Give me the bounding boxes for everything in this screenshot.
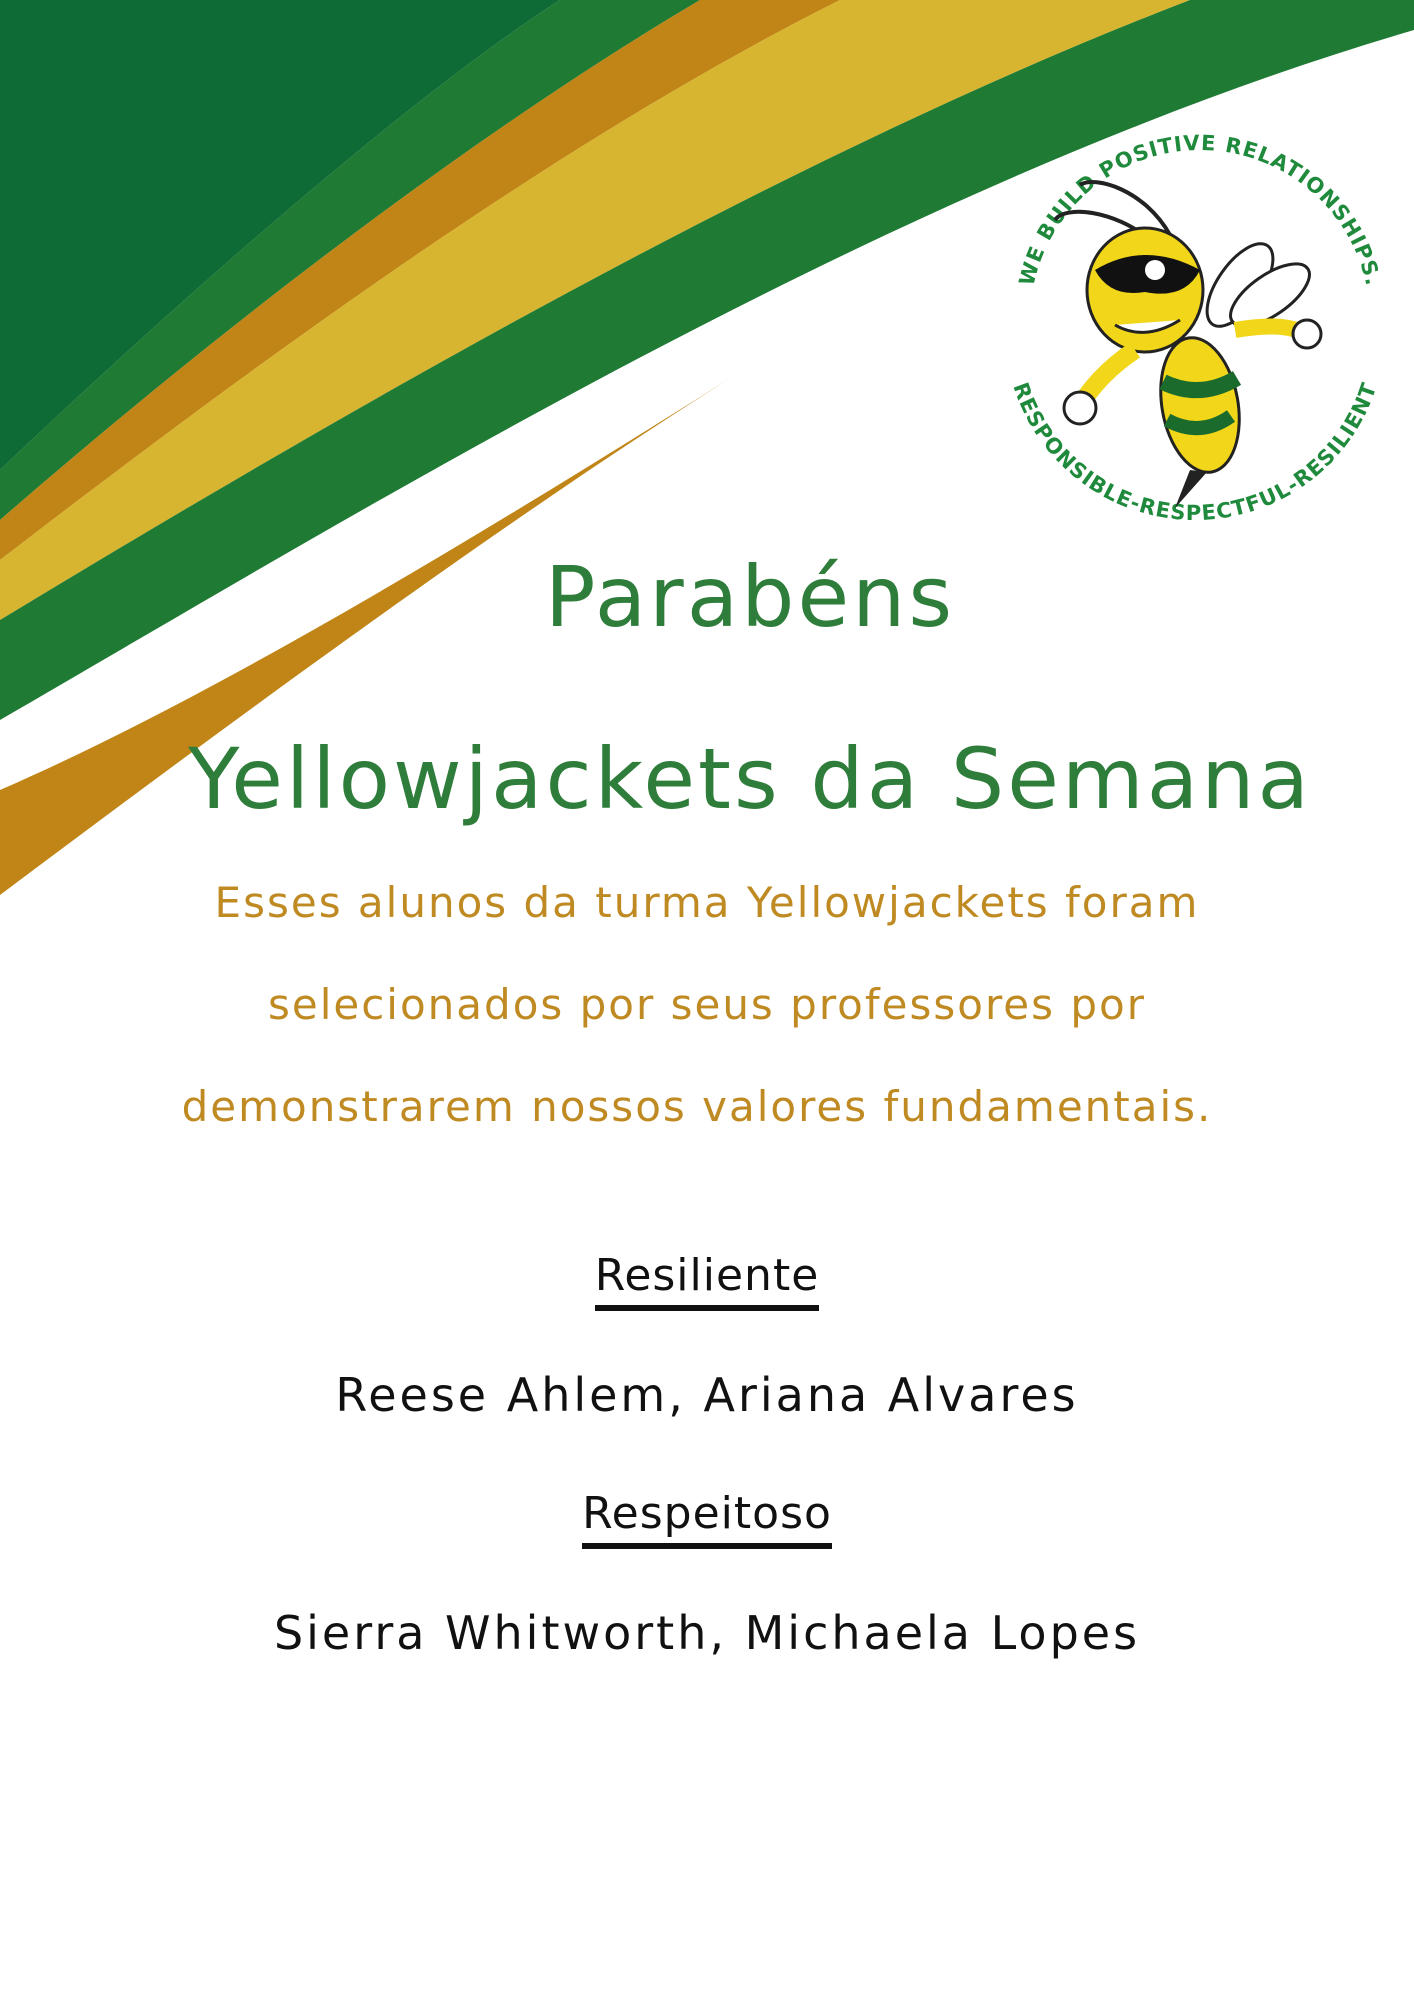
logo-bottom-text: RESPONSIBLE-RESPECTFUL-RESILIENT — [1008, 379, 1382, 526]
page-subtitle: Yellowjackets da Semana — [188, 730, 1312, 828]
category-names-resiliente: Reese Ahlem, Ariana Alvares — [335, 1368, 1079, 1422]
page-title: Parabéns — [544, 548, 956, 646]
logo-top-text: WE BUILD POSITIVE RELATIONSHIPS. — [1014, 130, 1386, 289]
intro-line-1: Esses alunos da turma Yellowjackets foram — [214, 878, 1200, 927]
category-names-respeitoso: Sierra Whitworth, Michaela Lopes — [273, 1606, 1141, 1660]
category-heading-resiliente — [0, 1250, 1414, 1311]
category-heading-label: Resiliente — [595, 1250, 820, 1311]
category-heading-label: Respeitoso — [582, 1488, 832, 1549]
svg-text:WE BUILD POSITIVE RELATIONSHIP — [1014, 131, 1385, 288]
intro-line-2: selecionados por seus professores por — [267, 980, 1146, 1029]
yellowjacket-logo — [985, 120, 1405, 540]
category-heading-respeitoso — [0, 1488, 1414, 1549]
intro-line-3: demonstrarem nossos valores fundamentais. — [181, 1082, 1213, 1131]
